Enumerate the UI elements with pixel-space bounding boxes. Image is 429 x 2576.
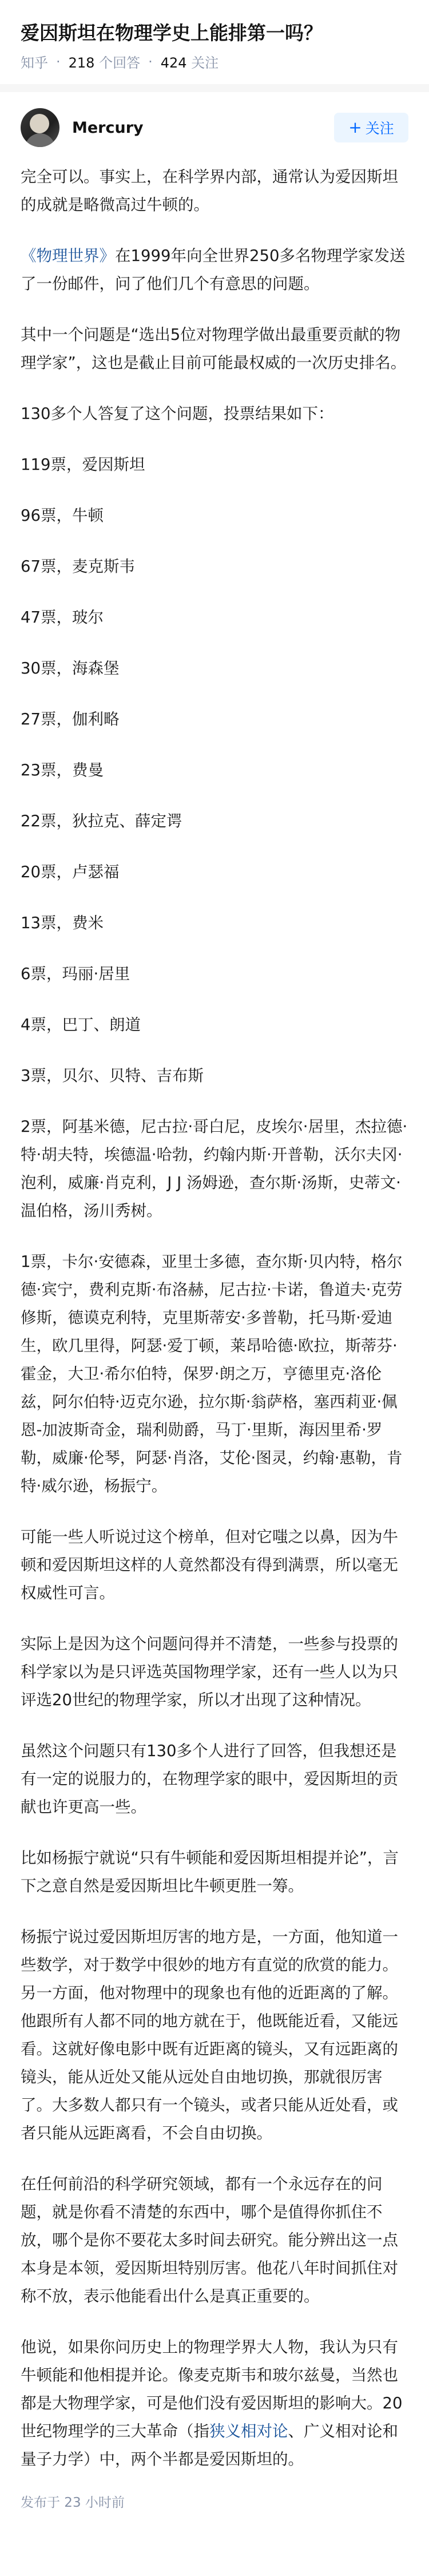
relativity-link[interactable]: 狭义相对论 <box>209 2422 288 2440</box>
vote-line: 4票，巴丁、朗道 <box>21 1016 141 1034</box>
answer-paragraph: 杨振宁说过爱因斯坦厉害的地方是，一方面，他知道一些数学，对于数学中很妙的地方有直觉的欣赏的能力。另一方面，他对物理中的现象也有他的近距离的了解。他跟所有人都不同的地方就在于，他既能近看，又能远看。这就好像电影中既有近距离的镜头，又有远距离的镜头，能从近处又能从远处自由地切换，那就很厉害了。大多数人都只有一个镜头，或者只能从近处看，或者只能从远距离看，不会自由切换。 <box>21 1928 398 2142</box>
paragraph-text: 他说，如果你问历史上的物理学界大人物，我认为只有牛顿能和他相提并论。像麦克斯韦和玻尔兹曼，当然也都是大物理学家，可是他们没有爱因斯坦的影响大。20世纪物理学的三大革命（指 <box>21 2338 403 2440</box>
avatar[interactable] <box>21 108 59 147</box>
follow-label: 关注 <box>365 120 394 137</box>
magazine-link[interactable]: 《物理世界》 <box>21 247 115 265</box>
vote-line: 30票，海森堡 <box>21 659 120 677</box>
vote-line: 13票，费米 <box>21 914 104 932</box>
follow-button[interactable] <box>334 113 408 142</box>
source-label: 知乎 <box>21 55 48 71</box>
answer-paragraph: 比如杨振宁就说“只有牛顿能和爱因斯坦相提并论”，言下之意自然是爱因斯坦比牛顿更胜一筹。 <box>21 1849 399 1895</box>
answer-paragraph: 其中一个问题是“选出5位对物理学做出最重要贡献的物理学家”，这也是截止目前可能最权威的一次历史排名。 <box>21 326 407 372</box>
vote-line-1: 1票，卡尔·安德森，亚里士多德，查尔斯·贝内特，格尔德·宾宁，费利克斯·布洛赫，尼古拉·卡诺，鲁道夫·克劳修斯，德谟克利特，克里斯蒂安·多普勒，托马斯·爱迪生，欧几里得，阿瑟·爱丁顿，莱昂哈德·欧拉，斯蒂芬·霍金，大卫·希尔伯特，保罗·朗之万，亨德里克·洛伦兹，阿尔伯特·迈克尔逊，拉尔斯·翁萨格，塞西莉亚·佩恩-加波斯奇金，瑞利勋爵，马丁·里斯，海因里希·罗勒，威廉·伦琴，阿瑟·肖洛，艾伦·图灵，约翰·惠勒，肯特·威尔逊，杨振宁。 <box>21 1253 403 1495</box>
answer-paragraph: 实际上是因为这个问题问得并不清楚，一些参与投票的科学家以为是只评选英国物理学家，还有一些人以为只评选20世纪的物理学家，所以才出现了这种情况。 <box>21 1635 398 1709</box>
vote-line: 67票，麦克斯韦 <box>21 557 135 576</box>
followers-count: 424 <box>160 55 187 71</box>
plus-icon: + <box>348 118 362 137</box>
vote-line: 96票，牛顿 <box>21 506 104 525</box>
meta-separator: · <box>56 53 61 70</box>
vote-line-2: 2票，阿基米德，尼古拉·哥白尼，皮埃尔·居里，杰拉德·特·胡夫特，埃德温·哈勃，约翰内斯·开普勒，沃尔夫冈·泡利，威廉·肖克利，J J 汤姆逊，查尔斯·汤斯，史蒂文·温伯格，汤川秀树。 <box>21 1117 408 1220</box>
answer-content <box>0 148 429 2474</box>
answers-stat[interactable] <box>69 51 140 72</box>
section-divider <box>0 84 429 92</box>
answer-paragraph: 完全可以。事实上，在科学界内部，通常认为爱因斯坦的成就是略微高过牛顿的。 <box>21 168 398 214</box>
author-name[interactable]: Mercury <box>72 118 144 137</box>
vote-line: 119票，爱因斯坦 <box>21 455 145 474</box>
answer-paragraph: 130多个人答复了这个问题，投票结果如下： <box>21 405 334 423</box>
followers-label: 关注 <box>191 55 219 71</box>
vote-line: 3票，贝尔、贝特、吉布斯 <box>21 1067 204 1085</box>
answer-paragraph: 可能一些人听说过这个榜单，但对它嗤之以鼻，因为牛顿和爱因斯坦这样的人竟然都没有得到满票，所以毫无权威性可言。 <box>21 1528 398 1602</box>
question-meta <box>0 47 429 72</box>
vote-line: 23票，费曼 <box>21 761 104 779</box>
post-time: 发布于 23 小时前 <box>21 2495 125 2510</box>
vote-line: 20票，卢瑟福 <box>21 863 120 881</box>
author-row <box>0 92 429 148</box>
answers-label: 个回答 <box>99 55 141 71</box>
paragraph-text: 在1999年向全世界250多名物理学家发送了一份邮件，问了他们几个有意思的问题。 <box>21 247 406 293</box>
meta-separator: · <box>148 53 153 70</box>
answers-count: 218 <box>68 55 95 71</box>
vote-line: 22票，狄拉克、薛定谔 <box>21 812 182 830</box>
followers-stat[interactable] <box>161 51 219 72</box>
answer-paragraph: 虽然这个问题只有130多个人进行了回答，但我想还是有一定的说服力的，在物理学家的眼中，爱因斯坦的贡献也许更高一些。 <box>21 1742 398 1816</box>
vote-line: 27票，伽利略 <box>21 710 120 728</box>
answer-paragraph: 在任何前沿的科学研究领域，都有一个永远存在的问题，就是你看不清楚的东西中，哪个是值得你抓住不放，哪个是你不要花太多时间去研究。能分辨出这一点本身是本领，爱因斯坦特别厉害。他花八年时间抓住对称不放，表示他能看出什么是真正重要的。 <box>21 2175 398 2305</box>
answer-paragraph <box>21 242 408 298</box>
paragraph-text: 、广义相对论和量子力学）中，两个半都是爱因斯坦的。 <box>21 2422 398 2468</box>
answer-paragraph <box>21 2333 408 2474</box>
question-title[interactable]: 爱因斯坦在物理学史上能排第一吗？ <box>21 22 323 44</box>
vote-line: 6票，玛丽·居里 <box>21 965 130 983</box>
vote-line: 47票，玻尔 <box>21 608 104 627</box>
